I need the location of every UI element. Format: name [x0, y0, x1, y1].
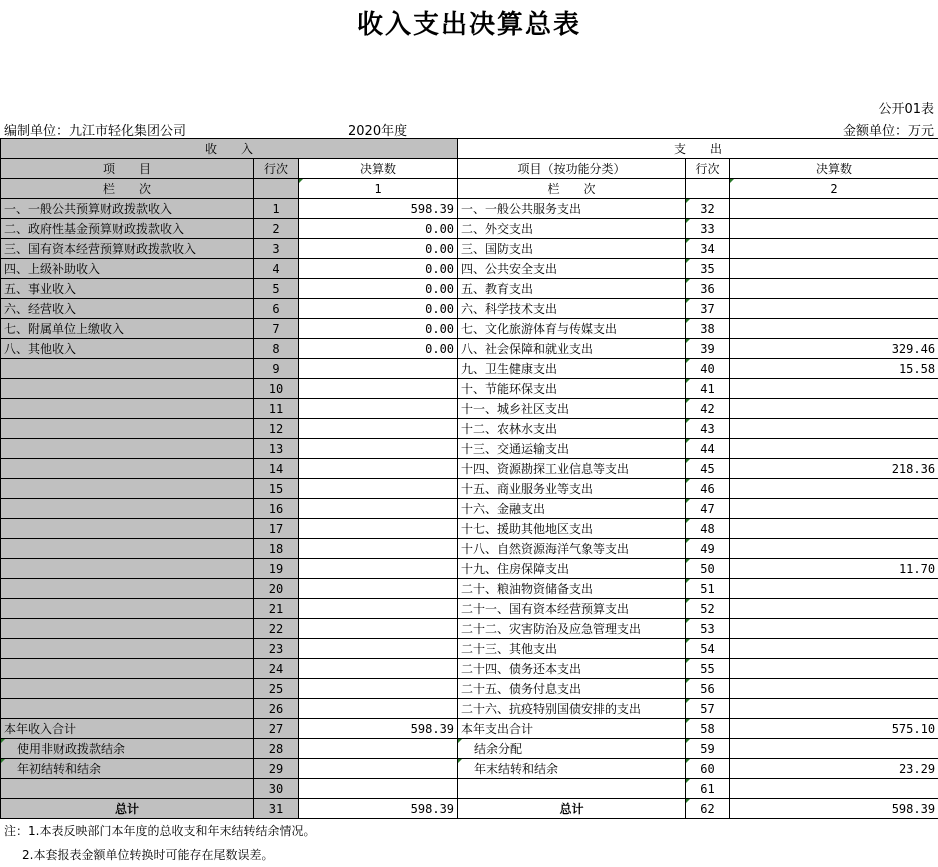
income-amount [299, 399, 458, 419]
expense-amount [730, 659, 938, 679]
income-line-no: 7 [254, 319, 299, 339]
income-amount: 0.00 [299, 339, 458, 359]
expense-line-no: 48 [686, 519, 730, 539]
expense-line-no: 58 [686, 719, 730, 739]
table-row [1, 499, 938, 519]
expense-amount [730, 219, 938, 239]
expense-line-no: 50 [686, 559, 730, 579]
table-row [1, 519, 938, 539]
income-line-header: 行次 [254, 159, 299, 179]
expense-line-no: 39 [686, 339, 730, 359]
income-line-no: 23 [254, 639, 299, 659]
expense-amount [730, 379, 938, 399]
expense-line-no: 59 [686, 739, 730, 759]
income-total-line-no: 31 [254, 799, 299, 819]
expense-item: 十四、资源勘探工业信息等支出 [458, 459, 686, 479]
income-amount: 0.00 [299, 299, 458, 319]
income-item [1, 379, 254, 399]
expense-amount [730, 519, 938, 539]
expense-amount [730, 779, 938, 799]
income-item: 二、政府性基金预算财政拨款收入 [1, 219, 254, 239]
income-section-header: 收 入 [1, 139, 458, 159]
income-item: 三、国有资本经营预算财政拨款收入 [1, 239, 254, 259]
income-line-no: 14 [254, 459, 299, 479]
income-line-no: 19 [254, 559, 299, 579]
expense-item: 十八、自然资源海洋气象等支出 [458, 539, 686, 559]
expense-item: 八、社会保障和就业支出 [458, 339, 686, 359]
expense-amount: 23.29 [730, 759, 938, 779]
expense-amount [730, 699, 938, 719]
expense-line-no: 46 [686, 479, 730, 499]
income-line-no: 22 [254, 619, 299, 639]
income-line-no: 29 [254, 759, 299, 779]
income-item [1, 619, 254, 639]
income-amount-header: 决算数 [299, 159, 458, 179]
expense-item-header: 项目（按功能分类） [458, 159, 686, 179]
expense-line-header: 行次 [686, 159, 730, 179]
income-item [1, 559, 254, 579]
expense-item: 十二、农林水支出 [458, 419, 686, 439]
expense-line-no: 52 [686, 599, 730, 619]
expense-item: 十、节能环保支出 [458, 379, 686, 399]
income-amount [299, 779, 458, 799]
expense-item: 十九、住房保障支出 [458, 559, 686, 579]
page-title: 收入支出决算总表 [0, 4, 938, 41]
expense-line-no: 54 [686, 639, 730, 659]
income-item [1, 479, 254, 499]
expense-summary-item: 年末结转和结余 [458, 759, 686, 779]
income-line-no: 9 [254, 359, 299, 379]
expense-summary-item: 结余分配 [458, 739, 686, 759]
income-amount [299, 579, 458, 599]
income-line-no: 10 [254, 379, 299, 399]
expense-item: 十三、交通运输支出 [458, 439, 686, 459]
income-item [1, 599, 254, 619]
expense-item: 三、国防支出 [458, 239, 686, 259]
income-amount [299, 459, 458, 479]
table-row [1, 599, 938, 619]
income-item: 一、一般公共预算财政拨款收入 [1, 199, 254, 219]
income-amount [299, 519, 458, 539]
expense-item: 二十三、其他支出 [458, 639, 686, 659]
expense-amount [730, 299, 938, 319]
income-line-no: 11 [254, 399, 299, 419]
notes [4, 819, 315, 867]
fiscal-year: 2020年度 [348, 120, 407, 139]
expense-item: 十六、金融支出 [458, 499, 686, 519]
income-item [1, 679, 254, 699]
expense-amount [730, 439, 938, 459]
expense-amount [730, 739, 938, 759]
table-row [1, 679, 938, 699]
income-amount [299, 539, 458, 559]
form-number: 公开01表 [878, 98, 934, 117]
expense-amount [730, 399, 938, 419]
expense-amount [730, 279, 938, 299]
income-line-no: 28 [254, 739, 299, 759]
income-amount [299, 479, 458, 499]
income-line-no: 21 [254, 599, 299, 619]
table-row [1, 619, 938, 639]
expense-item: 一、一般公共服务支出 [458, 199, 686, 219]
expense-total-line-no: 62 [686, 799, 730, 819]
expense-item: 五、教育支出 [458, 279, 686, 299]
money-unit: 金额单位：万元 [843, 120, 934, 139]
summary-row [1, 719, 938, 739]
income-amount [299, 659, 458, 679]
income-line-no: 25 [254, 679, 299, 699]
income-summary-item: 本年收入合计 [1, 719, 254, 739]
expense-amount [730, 599, 938, 619]
expense-item: 七、文化旅游体育与传媒支出 [458, 319, 686, 339]
income-amount: 598.39 [299, 199, 458, 219]
expense-line-no: 37 [686, 299, 730, 319]
income-amount [299, 639, 458, 659]
expense-line-no: 44 [686, 439, 730, 459]
income-amount [299, 699, 458, 719]
expense-amount [730, 619, 938, 639]
income-item [1, 399, 254, 419]
income-item [1, 359, 254, 379]
table-row [1, 539, 938, 559]
income-amount [299, 679, 458, 699]
expense-amount [730, 419, 938, 439]
expense-amount [730, 199, 938, 219]
summary-row [1, 759, 938, 779]
expense-amount [730, 319, 938, 339]
note-2: 2.本套报表金额单位转换时可能存在尾数误差。 [4, 843, 315, 867]
income-amount [299, 759, 458, 779]
expense-summary-item: 本年支出合计 [458, 719, 686, 739]
expense-amount [730, 499, 938, 519]
income-summary-item: 使用非财政拨款结余 [1, 739, 254, 759]
income-col-label: 栏 次 [1, 179, 254, 199]
income-amount [299, 419, 458, 439]
table-row [1, 259, 938, 279]
income-item [1, 579, 254, 599]
income-amount [299, 619, 458, 639]
expense-item: 二十六、抗疫特别国债安排的支出 [458, 699, 686, 719]
table-row [1, 659, 938, 679]
income-line-no: 15 [254, 479, 299, 499]
expense-line-no: 36 [686, 279, 730, 299]
income-total-label: 总计 [1, 799, 254, 819]
income-line-no: 8 [254, 339, 299, 359]
table-row [1, 339, 938, 359]
report-info-row [0, 118, 938, 138]
income-line-no: 24 [254, 659, 299, 679]
expense-col-label: 栏 次 [458, 179, 686, 199]
expense-item: 十七、援助其他地区支出 [458, 519, 686, 539]
compiling-unit: 编制单位：九江市轻化集团公司 [4, 120, 186, 139]
expense-line-no: 51 [686, 579, 730, 599]
income-item [1, 459, 254, 479]
income-expense-table [0, 138, 938, 819]
income-line-no: 2 [254, 219, 299, 239]
expense-amount [730, 239, 938, 259]
income-line-no: 3 [254, 239, 299, 259]
table-row [1, 379, 938, 399]
expense-amount [730, 479, 938, 499]
expense-line-no: 60 [686, 759, 730, 779]
income-amount: 0.00 [299, 239, 458, 259]
table-row [1, 639, 938, 659]
income-line-no: 26 [254, 699, 299, 719]
table-row [1, 299, 938, 319]
table-row [1, 459, 938, 479]
expense-line-no: 61 [686, 779, 730, 799]
section-header-row [1, 139, 938, 159]
expense-line-no: 55 [686, 659, 730, 679]
income-line-no: 17 [254, 519, 299, 539]
table-row [1, 219, 938, 239]
expense-item: 六、科学技术支出 [458, 299, 686, 319]
table-row [1, 359, 938, 379]
income-item [1, 539, 254, 559]
income-item: 七、附属单位上缴收入 [1, 319, 254, 339]
expense-amount [730, 639, 938, 659]
table-row [1, 419, 938, 439]
table-row [1, 439, 938, 459]
income-summary-item [1, 779, 254, 799]
column-index-row [1, 179, 938, 199]
income-item: 六、经营收入 [1, 299, 254, 319]
income-item [1, 519, 254, 539]
expense-amount [730, 259, 938, 279]
income-item [1, 699, 254, 719]
expense-col-number: 2 [730, 179, 938, 199]
expense-line-no: 57 [686, 699, 730, 719]
expense-item: 二十一、国有资本经营预算支出 [458, 599, 686, 619]
income-line-no: 20 [254, 579, 299, 599]
table-row [1, 579, 938, 599]
income-col-line-blank [254, 179, 299, 199]
expense-line-no: 38 [686, 319, 730, 339]
note-1: 注：1.本表反映部门本年度的总收支和年末结转结余情况。 [4, 819, 315, 843]
income-line-no: 16 [254, 499, 299, 519]
income-amount: 0.00 [299, 219, 458, 239]
income-amount [299, 359, 458, 379]
income-line-no: 13 [254, 439, 299, 459]
table-row [1, 479, 938, 499]
income-item [1, 499, 254, 519]
table-row [1, 559, 938, 579]
income-amount [299, 599, 458, 619]
expense-item: 二、外交支出 [458, 219, 686, 239]
income-item [1, 659, 254, 679]
table-row [1, 319, 938, 339]
income-item-header: 项 目 [1, 159, 254, 179]
expense-line-no: 34 [686, 239, 730, 259]
expense-amount: 218.36 [730, 459, 938, 479]
income-amount [299, 439, 458, 459]
income-line-no: 27 [254, 719, 299, 739]
expense-line-no: 49 [686, 539, 730, 559]
expense-amount: 329.46 [730, 339, 938, 359]
expense-item: 二十二、灾害防治及应急管理支出 [458, 619, 686, 639]
total-row [1, 799, 938, 819]
income-line-no: 30 [254, 779, 299, 799]
expense-amount-header: 决算数 [730, 159, 938, 179]
expense-amount [730, 539, 938, 559]
income-line-no: 5 [254, 279, 299, 299]
table-row [1, 399, 938, 419]
income-item [1, 439, 254, 459]
expense-item: 四、公共安全支出 [458, 259, 686, 279]
expense-line-no: 35 [686, 259, 730, 279]
summary-row [1, 779, 938, 799]
expense-item: 九、卫生健康支出 [458, 359, 686, 379]
table-row [1, 279, 938, 299]
income-summary-item: 年初结转和结余 [1, 759, 254, 779]
income-amount: 598.39 [299, 719, 458, 739]
expense-item: 十五、商业服务业等支出 [458, 479, 686, 499]
expense-item: 二十五、债务付息支出 [458, 679, 686, 699]
expense-amount: 575.10 [730, 719, 938, 739]
income-line-no: 1 [254, 199, 299, 219]
table-row [1, 199, 938, 219]
table-row [1, 239, 938, 259]
income-amount: 0.00 [299, 279, 458, 299]
income-line-no: 4 [254, 259, 299, 279]
income-line-no: 18 [254, 539, 299, 559]
expense-item: 二十四、债务还本支出 [458, 659, 686, 679]
expense-line-no: 32 [686, 199, 730, 219]
expense-amount [730, 579, 938, 599]
expense-line-no: 40 [686, 359, 730, 379]
expense-line-no: 45 [686, 459, 730, 479]
expense-line-no: 43 [686, 419, 730, 439]
expense-amount [730, 679, 938, 699]
expense-total-label: 总计 [458, 799, 686, 819]
expense-summary-item [458, 779, 686, 799]
column-header-row [1, 159, 938, 179]
expense-total-amount: 598.39 [730, 799, 938, 819]
expense-item: 十一、城乡社区支出 [458, 399, 686, 419]
income-item: 五、事业收入 [1, 279, 254, 299]
income-amount [299, 559, 458, 579]
expense-section-header: 支 出 [458, 139, 938, 159]
income-amount [299, 739, 458, 759]
expense-line-no: 41 [686, 379, 730, 399]
expense-line-no: 33 [686, 219, 730, 239]
expense-line-no: 53 [686, 619, 730, 639]
income-item [1, 639, 254, 659]
expense-line-no: 42 [686, 399, 730, 419]
income-amount: 0.00 [299, 319, 458, 339]
table-row [1, 699, 938, 719]
expense-col-line-blank [686, 179, 730, 199]
income-item: 四、上级补助收入 [1, 259, 254, 279]
income-amount [299, 379, 458, 399]
income-col-number: 1 [299, 179, 458, 199]
summary-row [1, 739, 938, 759]
expense-line-no: 56 [686, 679, 730, 699]
income-item [1, 419, 254, 439]
income-total-amount: 598.39 [299, 799, 458, 819]
expense-line-no: 47 [686, 499, 730, 519]
income-amount: 0.00 [299, 259, 458, 279]
income-line-no: 6 [254, 299, 299, 319]
income-line-no: 12 [254, 419, 299, 439]
expense-item: 二十、粮油物资储备支出 [458, 579, 686, 599]
income-item: 八、其他收入 [1, 339, 254, 359]
expense-amount: 11.70 [730, 559, 938, 579]
expense-amount: 15.58 [730, 359, 938, 379]
income-amount [299, 499, 458, 519]
